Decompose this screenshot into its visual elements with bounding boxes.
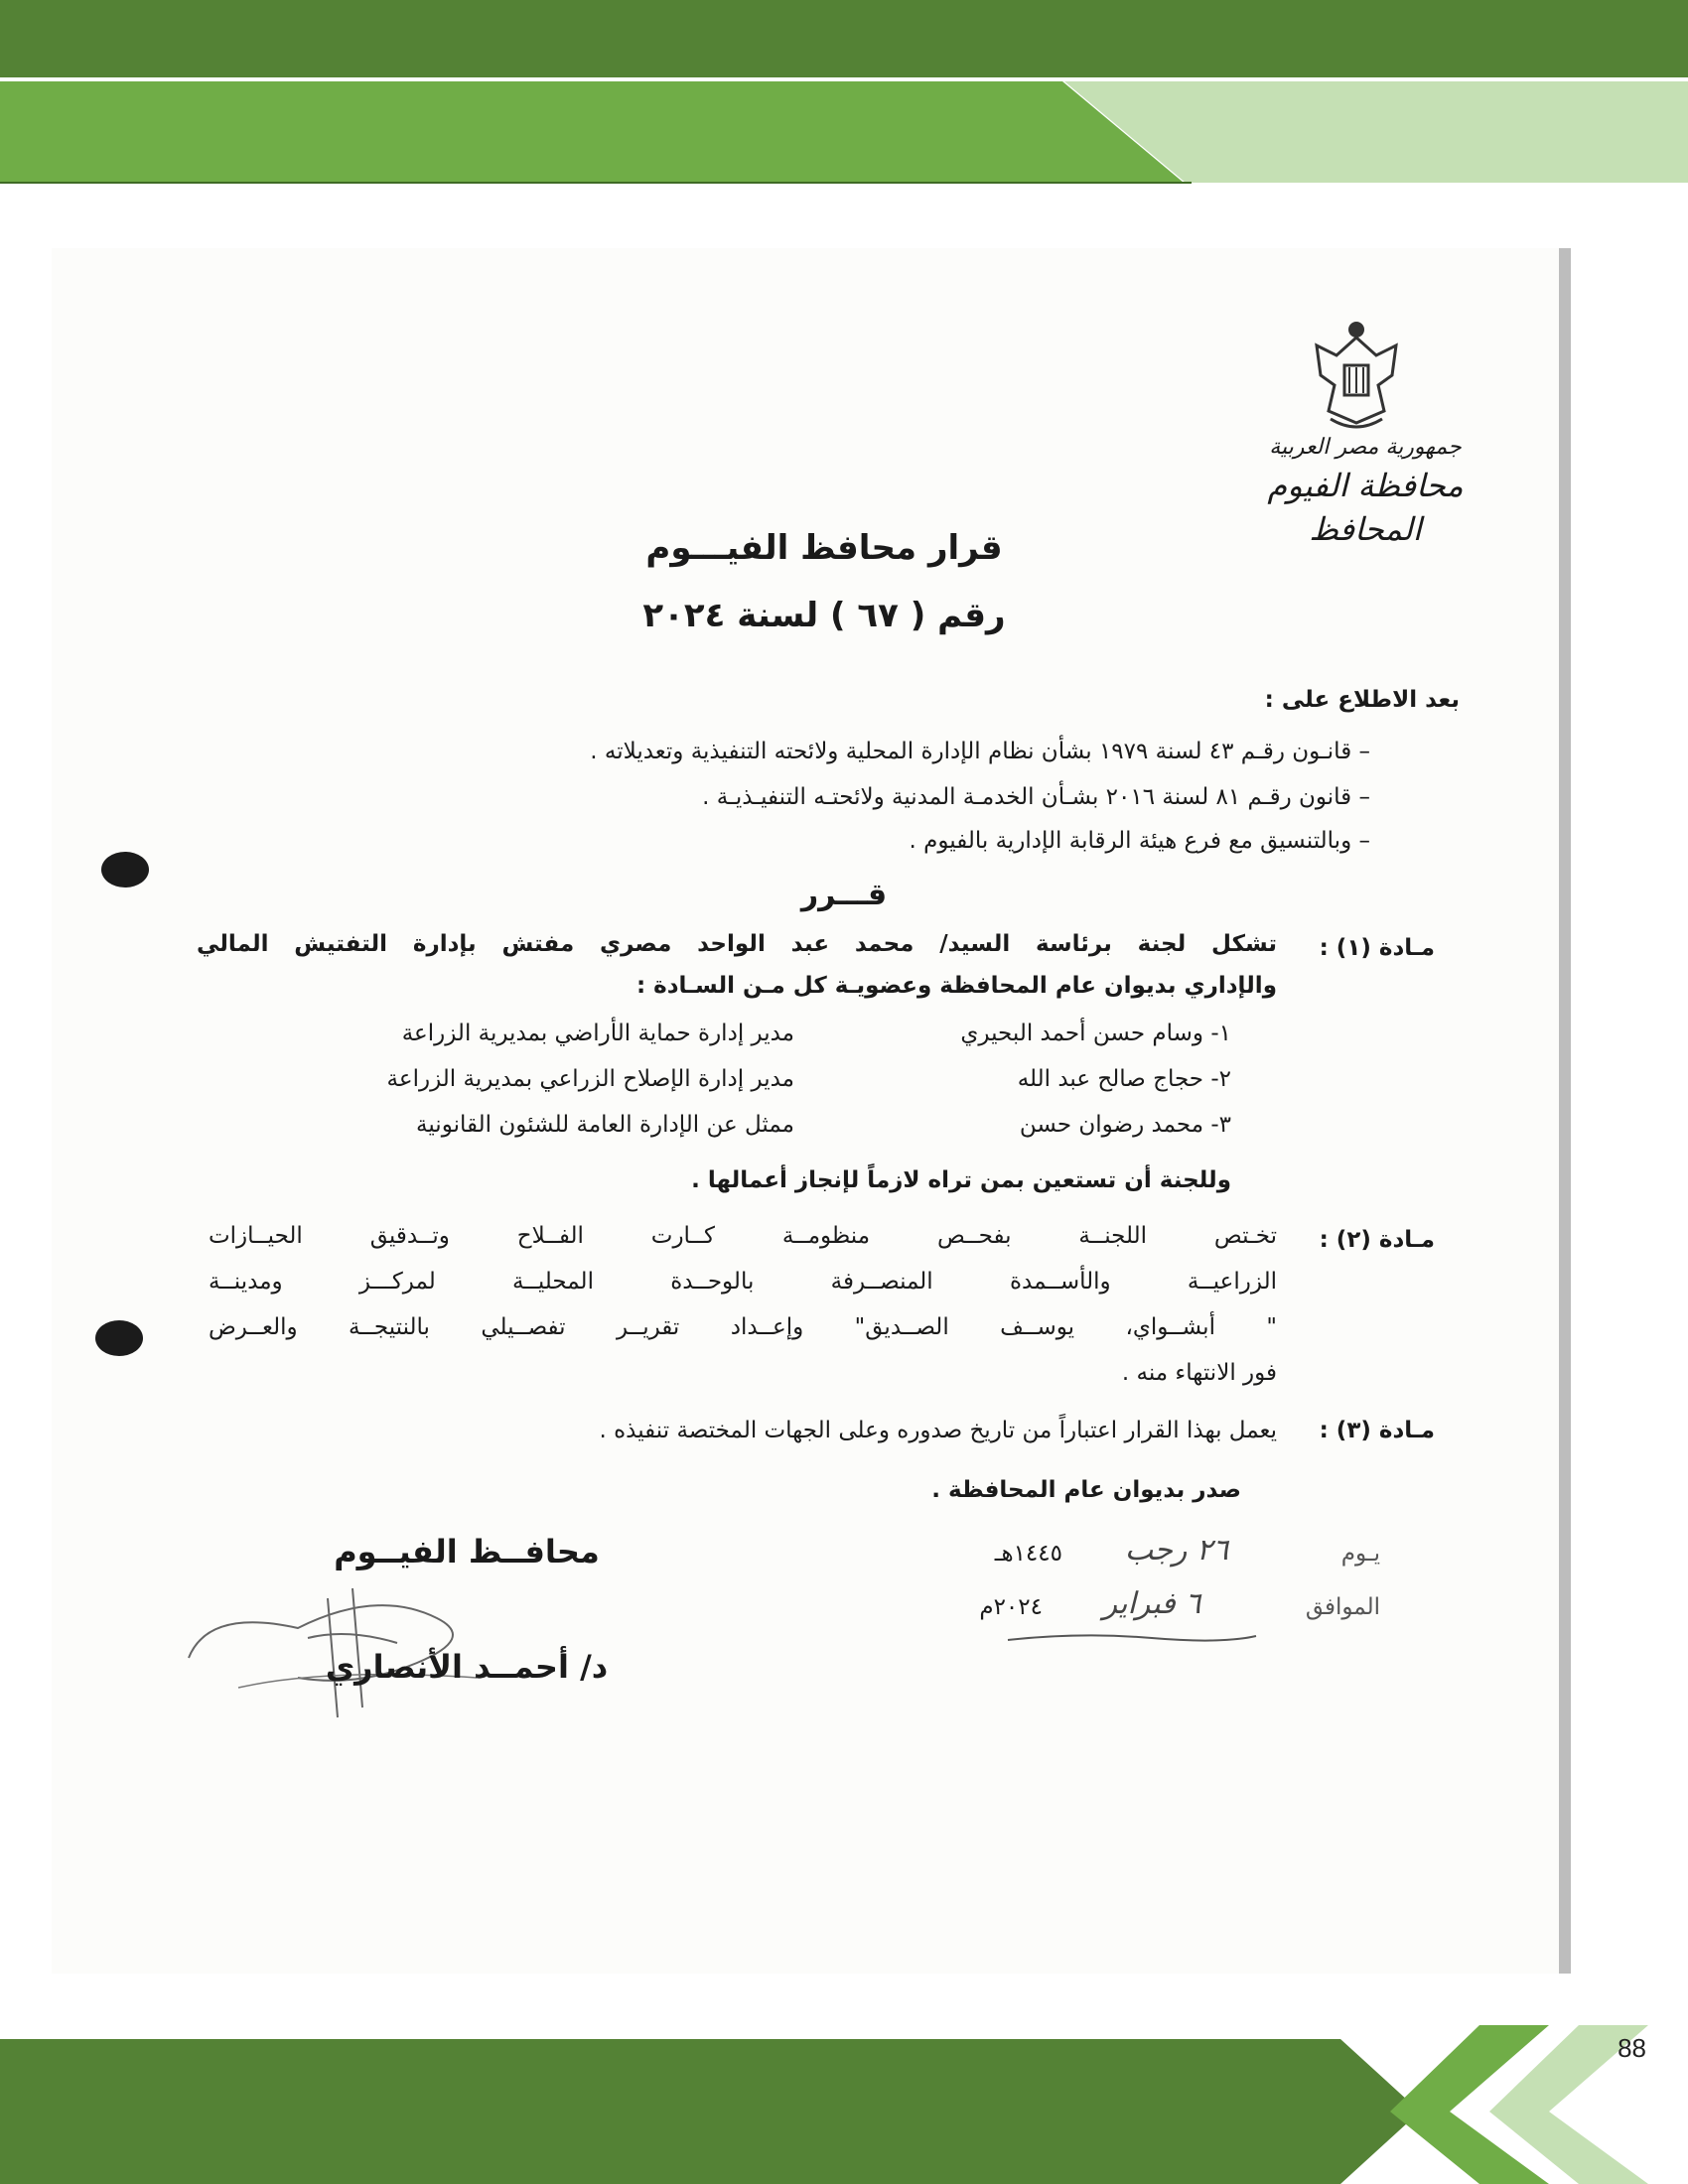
member-role: مدير إدارة حماية الأراضي بمديرية الزراعة [401,1021,794,1046]
bottom-banner [0,2025,1688,2184]
article-2-line: " أبشــواي، يوســف الصــديق" وإعــداد تقريــر تفصــيلي بالنتيجــة والعــرض [209,1314,1277,1340]
article-1-line: تشكل لجنة برئاسة السيد/ محمد عبد الواحد مصري مفتش بإدارة التفتيش المالي [197,931,1277,957]
date-greg-year: ٢٠٢٤م [979,1594,1043,1620]
top-band-green [0,81,1184,183]
top-banner [0,0,1688,189]
article-3-line: يعمل بهذا القرار اعتباراً من تاريخ صدوره وعلى الجهات المختصة تنفيذه . [599,1418,1277,1443]
decision-number: رقم ( ٦٧ ) لسنة ٢٠٢٤ [642,596,1006,635]
preamble-intro: بعد الاطلاع على : [1264,687,1460,713]
article-2-label: مـادة (٢) : [1319,1227,1435,1253]
preamble-item: – قانـون رقـم ٤٣ لسنة ١٩٧٩ بشأن نظام الإدارة المحلية ولائحته التنفيذية وتعديلاته . [590,739,1370,764]
bottom-band-dark [0,2039,1340,2184]
eagle-emblem-icon [1307,316,1406,435]
signatory-name: د/ أحمــد الأنصاري [325,1648,609,1686]
header-country: جمهورية مصر العربية [1269,435,1462,460]
decided-heading: قـــرر [800,878,888,912]
date-underline [1003,1628,1261,1648]
preamble-item: – وبالتنسيق مع فرع هيئة الرقابة الإدارية بالفيوم . [909,828,1370,854]
punch-hole-top [101,852,149,887]
article-1-label: مـادة (١) : [1319,935,1435,961]
header-governorate: محافظة الفيوم [1267,467,1464,504]
article-2-line: فور الانتهاء منه . [1121,1360,1277,1386]
signatory-title: محافــظ الفيــوم [334,1533,600,1570]
date-hijri-year: ١٤٤٥هـ [994,1541,1062,1567]
member-name: ٣- محمد رضوان حسن [1019,1112,1231,1138]
member-role: مدير إدارة الإصلاح الزراعي بمديرية الزراعة [386,1066,794,1092]
member-role: ممثل عن الإدارة العامة للشئون القانونية [416,1112,794,1138]
member-name: ٢- حجاج صالح عبد الله [1017,1066,1231,1092]
preamble-item: – قانون رقـم ٨١ لسنة ٢٠١٦ بشـأن الخدمـة المدنية ولائحتـه التنفيـذيـة . [702,784,1370,810]
punch-hole-bottom [95,1320,143,1356]
date-day-prefix: يـوم [1340,1541,1380,1567]
header-governor: المحافظ [1309,510,1422,548]
top-band-dark [0,0,1688,77]
scan-edge [1559,248,1571,1974]
date-greg-prefix: الموافق [1305,1594,1380,1620]
issued-statement: صدر بديوان عام المحافظة . [931,1477,1241,1503]
article-1-line: والإداري بديوان عام المحافظة وعضويـة كل مـن السـادة : [635,973,1277,999]
article-2-line: الزراعيــة والأســمدة المنصــرفة بالوحــدة المحليــة لمركـــز ومدينــة [209,1269,1277,1295]
decision-title: قرار محافظ الفيـــوم [645,528,1003,568]
date-greg-day: ٦ فبراير [1102,1586,1201,1621]
article-3-label: مـادة (٣) : [1319,1418,1435,1443]
article-2-line: تخـتص اللجنــة بفحــص منظومــة كــارت الفــلاح وتــدقيق الحيــازات [209,1223,1277,1249]
page-number: 88 [1618,2033,1646,2063]
date-hijri-day: ٢٦ رجب [1124,1533,1229,1568]
article-1-closing: وللجنة أن تستعين بمن تراه لازماً لإنجاز أعمالها . [691,1167,1231,1193]
member-name: ١- وسام حسن أحمد البحيري [960,1021,1231,1046]
